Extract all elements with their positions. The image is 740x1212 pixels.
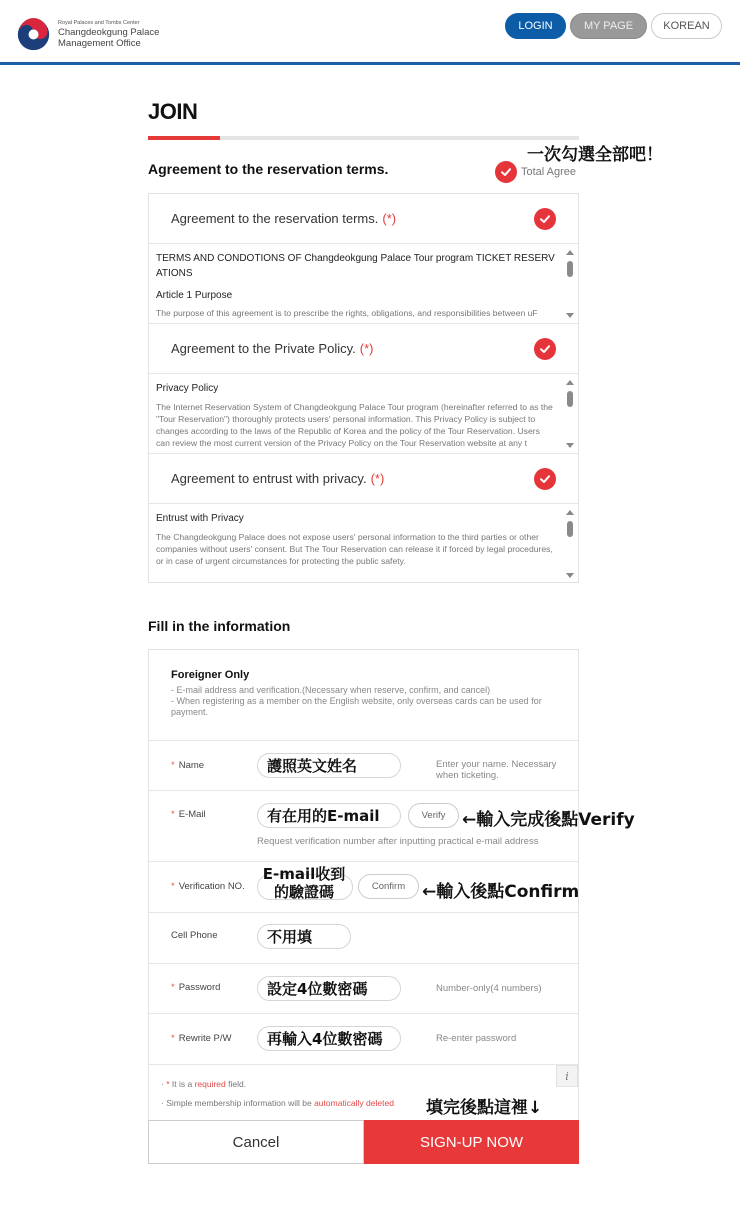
korean-language-button[interactable]: KOREAN bbox=[651, 13, 722, 39]
terms-text: The purpose of this agreement is to prescribe the rights, obligations, and responsibilities between uF bbox=[156, 308, 538, 318]
cancel-button[interactable]: Cancel bbox=[148, 1120, 364, 1164]
required-mark: (*) bbox=[370, 471, 385, 486]
phone-input[interactable]: 不用填 bbox=[257, 924, 351, 949]
name-label: * Name bbox=[171, 760, 205, 771]
privacy-title: Privacy Policy bbox=[156, 383, 219, 394]
agreement-privacy-policy[interactable] bbox=[149, 324, 578, 374]
rewrite-password-label: * Rewrite P/W bbox=[171, 1033, 232, 1044]
foreigner-line2: - When registering as a member on the English website, only overseas cards can be used for payment. bbox=[171, 696, 542, 717]
verification-input-text: E-mail收到 的驗證碼 bbox=[262, 865, 346, 901]
check-icon[interactable] bbox=[534, 468, 556, 490]
name-input[interactable]: 護照英文姓名 bbox=[257, 753, 401, 778]
terms-title: TERMS AND CONDOTIONS OF Changdeokgung Palace Tour program TICKET RESERV ATIONS bbox=[156, 253, 555, 279]
signup-form bbox=[148, 649, 579, 1164]
title-underline bbox=[148, 136, 579, 140]
password-hint: Number-only(4 numbers) bbox=[436, 983, 542, 994]
privacy-text-area[interactable] bbox=[149, 374, 578, 454]
phone-label: Cell Phone bbox=[171, 930, 218, 941]
check-icon[interactable] bbox=[534, 338, 556, 360]
agreement-label: Agreement to the Private Policy. (*) bbox=[171, 341, 374, 356]
email-hint: Request verification number after inputting practical e-mail address bbox=[257, 836, 539, 847]
scroll-up-icon[interactable] bbox=[566, 510, 574, 515]
org-name-line1: Changdeokgung Palace bbox=[58, 27, 160, 38]
total-agree-annotation: 一次勾選全部吧！ bbox=[527, 145, 663, 165]
form-actions bbox=[148, 1120, 579, 1164]
org-name-line2: Management Office bbox=[58, 38, 141, 49]
required-mark: (*) bbox=[359, 341, 374, 356]
org-name[interactable] bbox=[58, 20, 159, 49]
confirm-button[interactable]: Confirm bbox=[358, 874, 419, 899]
top-nav bbox=[505, 13, 722, 39]
phone-row bbox=[149, 913, 578, 964]
scroll-thumb[interactable] bbox=[567, 521, 573, 537]
my-page-button[interactable]: MY PAGE bbox=[570, 13, 647, 39]
site-header bbox=[0, 0, 740, 65]
email-label: * E-Mail bbox=[171, 809, 206, 820]
terms-text-area[interactable] bbox=[149, 244, 578, 324]
entrust-title: Entrust with Privacy bbox=[156, 513, 244, 524]
rewrite-password-hint: Re-enter password bbox=[436, 1033, 517, 1044]
agreement-heading: Agreement to the reservation terms. bbox=[148, 161, 389, 177]
scroll-down-icon[interactable] bbox=[566, 313, 574, 318]
privacy-text: The Internet Reservation System of Changdeokgung Palace Tour program (hereinafter referred to as the "Tour Reservation") thoroughly protects users' personal information. This Privacy Policy is subject to changes according to the laws of the Republic of Korea and the policy of the Tour Reservation. Users can review the most current version of the Privacy Policy on the Tour Reservation website at any t bbox=[156, 402, 553, 448]
password-input[interactable]: 設定4位數密碼 bbox=[257, 976, 401, 1001]
verify-button[interactable]: Verify bbox=[408, 803, 459, 828]
scrollbar[interactable] bbox=[565, 378, 575, 450]
required-mark: (*) bbox=[382, 211, 397, 226]
verification-label: * Verification NO. bbox=[171, 881, 245, 892]
info-icon[interactable]: i bbox=[556, 1065, 578, 1087]
check-icon[interactable] bbox=[534, 208, 556, 230]
note-auto-delete: · Simple membership information will be automatically deleted bbox=[161, 1098, 394, 1108]
page-title: JOIN bbox=[148, 99, 198, 124]
verify-annotation: ←輸入完成後點Verify bbox=[462, 810, 635, 830]
entrust-text: The Changdeokgung Palace does not expose users' personal information to the third parties or other companies without users' consent. But The Tour Reservation can release it if forced by legal procedures, or in case of urgent circumstances for protecting the public safety. bbox=[156, 532, 553, 566]
check-icon bbox=[495, 161, 517, 183]
total-agree-checkbox[interactable] bbox=[495, 161, 576, 183]
agreement-entrust-privacy[interactable] bbox=[149, 454, 578, 504]
rewrite-password-input[interactable]: 再輸入4位數密碼 bbox=[257, 1026, 401, 1051]
total-agree-label: Total Agree bbox=[521, 166, 577, 178]
form-heading: Fill in the information bbox=[148, 618, 291, 634]
rewrite-password-row bbox=[149, 1014, 578, 1065]
agreement-reservation-terms[interactable] bbox=[149, 194, 578, 244]
name-row bbox=[149, 741, 578, 791]
scrollbar[interactable] bbox=[565, 508, 575, 580]
login-button[interactable]: LOGIN bbox=[505, 13, 566, 39]
foreigner-notice bbox=[149, 650, 578, 741]
scroll-up-icon[interactable] bbox=[566, 380, 574, 385]
name-hint: Enter your name. Necessary when ticketing. bbox=[436, 759, 557, 781]
note-required: · * It is a required field. bbox=[161, 1079, 247, 1089]
org-parent-name: Royal Palaces and Tombs Center bbox=[58, 20, 140, 26]
entrust-text-area[interactable] bbox=[149, 504, 578, 584]
scroll-thumb[interactable] bbox=[567, 261, 573, 277]
agreement-label: Agreement to entrust with privacy. (*) bbox=[171, 471, 385, 486]
submit-annotation: 填完後點這裡↓ bbox=[422, 1093, 542, 1118]
password-row bbox=[149, 964, 578, 1014]
scroll-thumb[interactable] bbox=[567, 391, 573, 407]
email-input[interactable]: 有在用的E-mail bbox=[257, 803, 401, 828]
scroll-down-icon[interactable] bbox=[566, 443, 574, 448]
foreigner-title: Foreigner Only bbox=[171, 669, 250, 681]
terms-subtitle: Article 1 Purpose bbox=[156, 290, 233, 301]
agreement-list bbox=[148, 193, 579, 583]
scroll-up-icon[interactable] bbox=[566, 250, 574, 255]
password-label: * Password bbox=[171, 982, 221, 993]
sign-up-button[interactable]: SIGN-UP NOW bbox=[364, 1120, 579, 1164]
agreement-label: Agreement to the reservation terms. (*) bbox=[171, 211, 397, 226]
confirm-annotation: ←輸入後點Confirm bbox=[422, 882, 580, 902]
scrollbar[interactable] bbox=[565, 248, 575, 320]
taegeuk-logo-icon[interactable] bbox=[17, 18, 50, 51]
foreigner-line1: - E-mail address and verification.(Necessary when reserve, confirm, and cancel) bbox=[171, 685, 491, 695]
title-underline-accent bbox=[148, 136, 220, 140]
scroll-down-icon[interactable] bbox=[566, 573, 574, 578]
